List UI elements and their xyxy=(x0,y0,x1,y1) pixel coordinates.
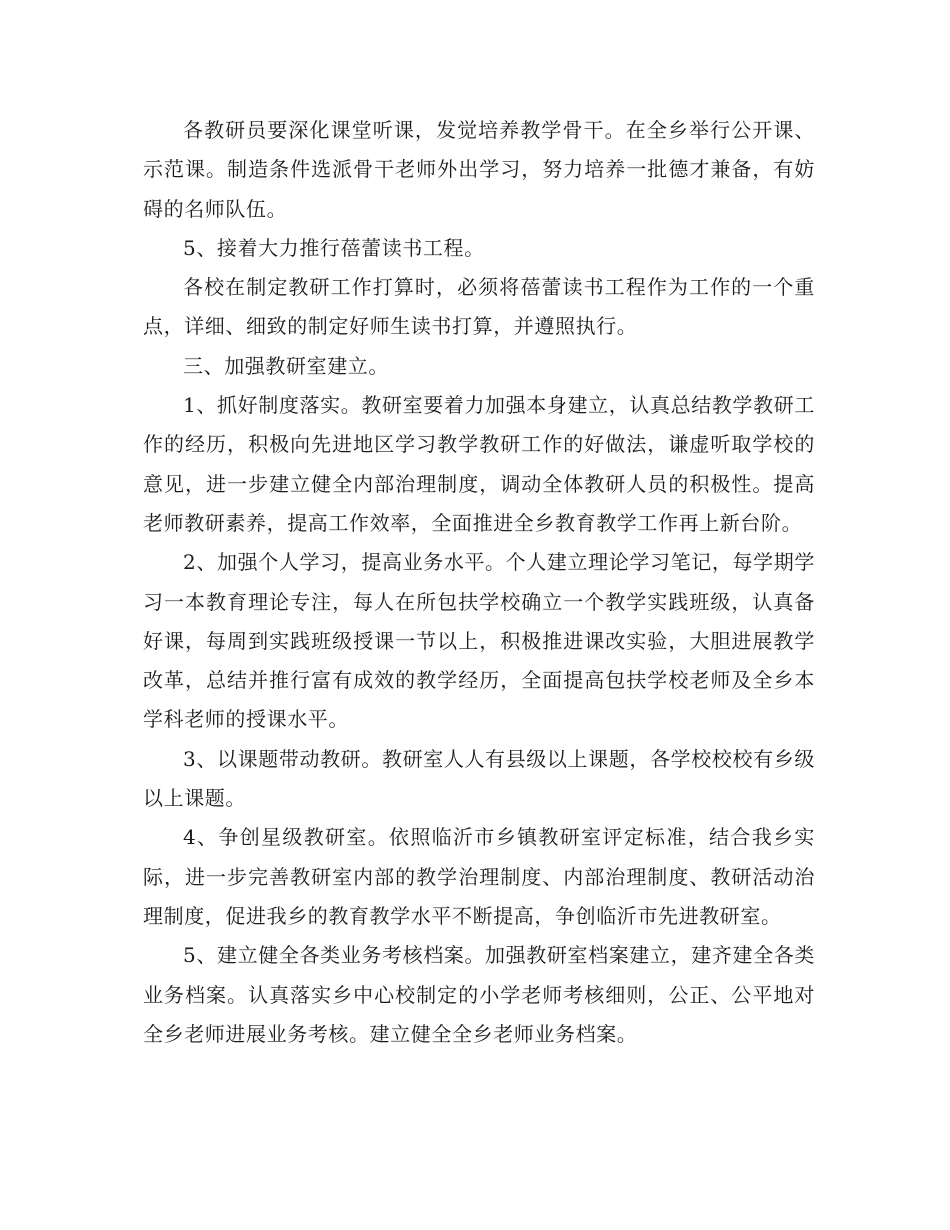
paragraph-2: 5、接着大力推行蓓蕾读书工程。 xyxy=(183,235,485,260)
paragraph-5: 1、抓好制度落实。教研室要着力加强本身建立，认真总结教学教研工作的经历，积极向先进地区学习教学教研工作的好做法，谦虚听取学校的意见，进一步建立健全内部治理制度，调动全体教研人员的积极性。提高老师教研素养，提高工作效率，全面推进全乡教育教学工作再上新台阶。 xyxy=(143,393,815,535)
section-heading: 三、加强教研室建立。 xyxy=(183,353,389,378)
paragraph-8: 4、争创星级教研室。依照临沂市乡镇教研室评定标准，结合我乡实际，进一步完善教研室内部的教学治理制度、内部治理制度、教研活动治理制度，促进我乡的教育教学水平不断提高，争创临沂市先进教研室。 xyxy=(143,825,815,928)
paragraph-6: 2、加强个人学习，提高业务水平。个人建立理论学习笔记，每学期学习一本教育理论专注，每人在所包扶学校确立一个教学实践班级，认真备好课，每周到实践班级授课一节以上，积极推进课改实验，大胆进展教学改革，总结并推行富有成效的教学经历，全面提高包扶学校老师及全乡本学科老师的授课水平。 xyxy=(143,550,815,732)
paragraph-9: 5、建立健全各类业务考核档案。加强教研室档案建立，建齐建全各类业务档案。认真落实乡中心校制定的小学老师考核细则，公正、公平地对全乡老师进展业务考核。建立健全全乡老师业务档案。 xyxy=(143,943,815,1046)
paragraph-7: 3、以课题带动教研。教研室人人有县级以上课题，各学校校校有乡级以上课题。 xyxy=(143,746,815,811)
paragraph-3: 各校在制定教研工作打算时，必须将蓓蕾读书工程作为工作的一个重点，详细、细致的制定好师生读书打算，并遵照执行。 xyxy=(143,275,815,339)
document-body xyxy=(143,111,815,1054)
paragraph-1: 各教研员要深化课堂听课，发觉培养教学骨干。在全乡举行公开课、示范课。制造条件选派骨干老师外出学习，努力培养一批德才兼备，有妨碍的名师队伍。 xyxy=(143,118,815,221)
